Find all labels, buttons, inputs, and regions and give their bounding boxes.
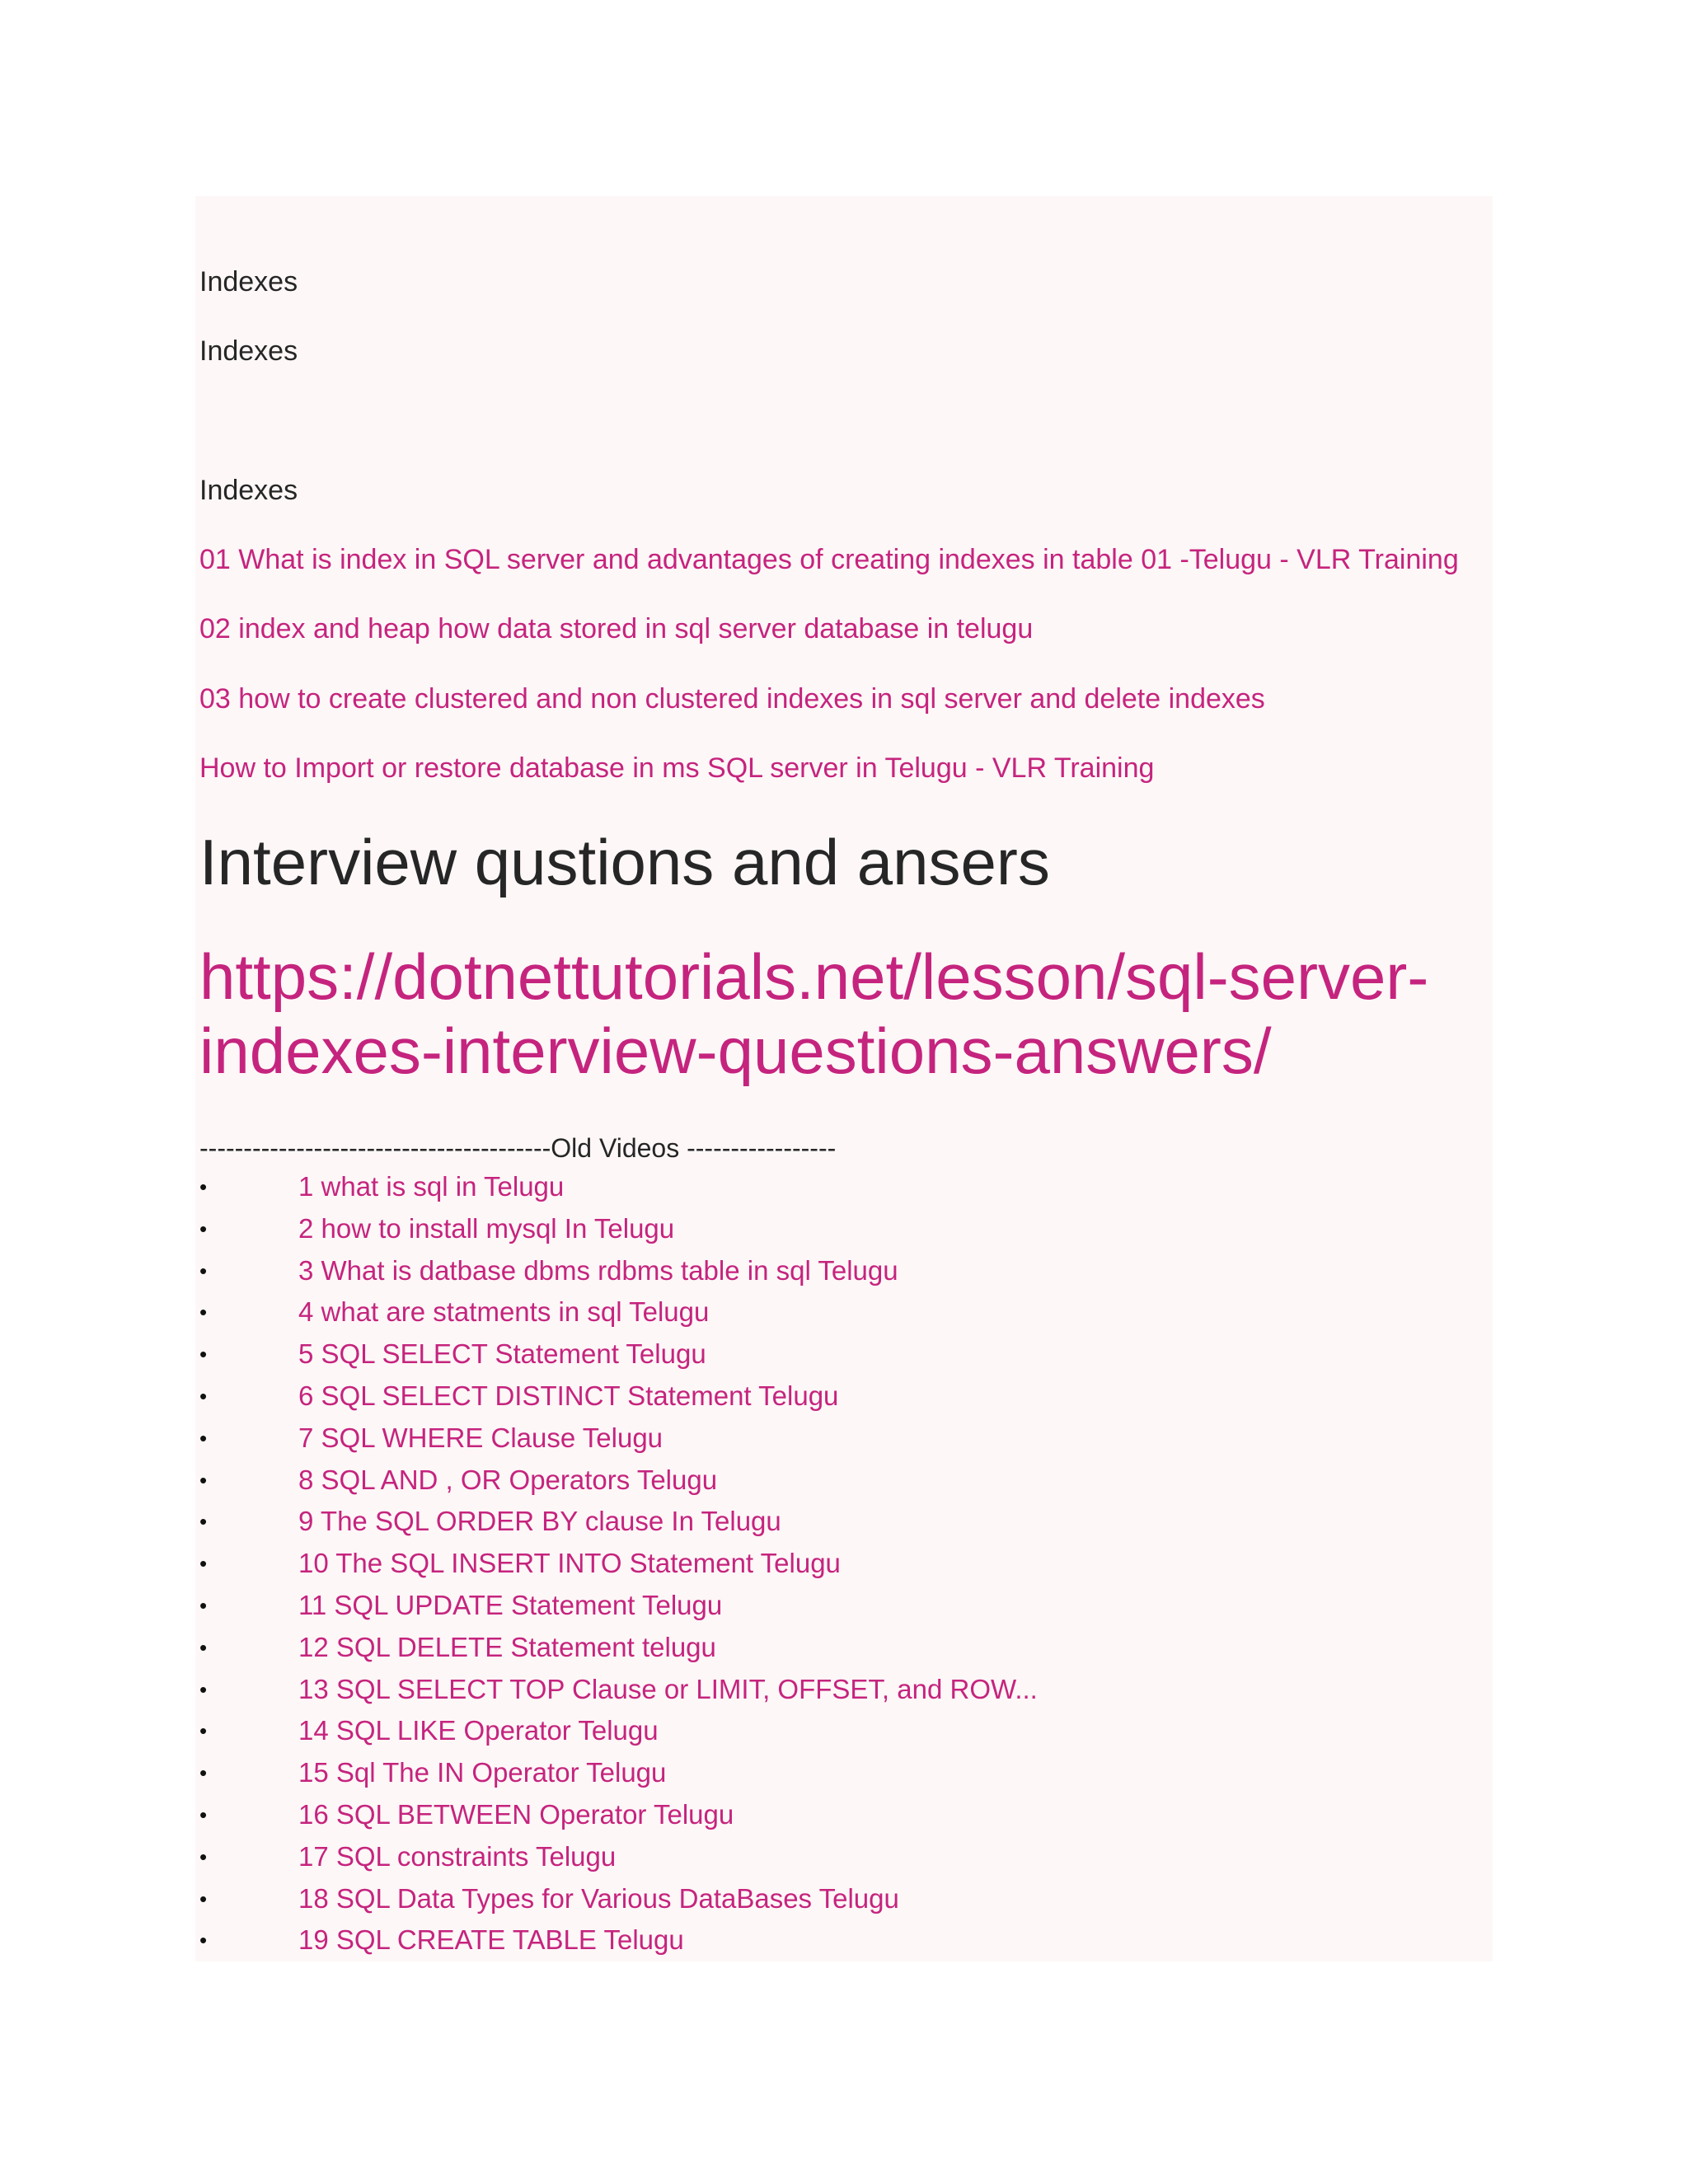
bullet-icon: • [199,1174,208,1199]
index-video-link-02[interactable]: 02 index and heap how data stored in sql server database in telugu [199,613,1034,644]
url-line-2: indexes-interview-questions-answers/ [199,1015,1272,1087]
section-label-indexes: Indexes [199,266,298,298]
bullet-icon: • [199,1760,208,1786]
old-video-link[interactable]: 12 SQL DELETE Statement telugu [298,1631,716,1662]
old-video-link[interactable]: 11 SQL UPDATE Statement Telugu [298,1589,723,1620]
old-video-link[interactable]: 10 The SQL INSERT INTO Statement Telugu [298,1548,841,1579]
bullet-icon: • [199,1383,208,1408]
bullet-icon: • [199,1592,208,1618]
bullet-icon: • [199,1718,208,1744]
old-video-link[interactable]: 1 what is sql in Telugu [298,1171,565,1202]
bullet-icon: • [199,1551,208,1577]
old-video-link[interactable]: 2 how to install mysql In Telugu [298,1212,675,1244]
old-video-link[interactable]: 18 SQL Data Types for Various DataBases Telugu [298,1882,899,1914]
bullet-icon: • [199,1634,208,1660]
old-video-link[interactable]: 19 SQL CREATE TABLE Telugu [298,1924,684,1956]
old-video-link[interactable]: 3 What is datbase dbms rdbms table in sql Telugu [298,1254,898,1286]
bullet-icon: • [199,1216,208,1241]
old-video-link[interactable]: 8 SQL AND , OR Operators Telugu [298,1464,718,1495]
bullet-icon: • [199,1342,208,1367]
bullet-icon: • [199,1802,208,1827]
bullet-icon: • [199,1676,208,1702]
old-video-link[interactable]: 13 SQL SELECT TOP Clause or LIMIT, OFFSET, and ROW... [298,1673,1038,1704]
bullet-icon: • [199,1886,208,1911]
bullet-icon: • [199,1844,208,1869]
old-video-link[interactable]: 6 SQL SELECT DISTINCT Statement Telugu [298,1380,839,1411]
old-videos-separator: ----------------------------------------Old Videos ----------------- [199,1133,837,1163]
old-video-link[interactable]: 7 SQL WHERE Clause Telugu [298,1422,663,1453]
old-video-link[interactable]: 5 SQL SELECT Statement Telugu [298,1338,706,1370]
index-video-link-03[interactable]: 03 how to create clustered and non clustered indexes in sql server and delete indexes [199,683,1265,715]
bullet-icon: • [199,1258,208,1283]
section-label-indexes: Indexes [199,335,298,367]
bullet-icon: • [199,1467,208,1493]
interview-heading: Interview qustions and ansers [199,826,1050,898]
interview-questions-url-link[interactable] [199,940,1485,1088]
old-video-link[interactable]: 4 what are statments in sql Telugu [298,1296,710,1328]
old-video-link[interactable]: 17 SQL constraints Telugu [298,1840,617,1872]
old-video-link[interactable]: 16 SQL BETWEEN Operator Telugu [298,1798,734,1830]
bullet-icon: • [199,1425,208,1451]
restore-database-video-link[interactable]: How to Import or restore database in ms SQL server in Telugu - VLR Training [199,752,1155,784]
section-label-indexes: Indexes [199,475,298,506]
bullet-icon: • [199,1300,208,1325]
old-video-link[interactable]: 14 SQL LIKE Operator Telugu [298,1715,659,1746]
old-video-link[interactable]: 15 Sql The IN Operator Telugu [298,1757,667,1788]
old-video-link[interactable]: 9 The SQL ORDER BY clause In Telugu [298,1506,781,1537]
url-line-1: https://dotnettutorials.net/lesson/sql-server- [199,940,1429,1013]
index-video-link-01[interactable]: 01 What is index in SQL server and advantages of creating indexes in table 01 -Telugu - VLR Training [199,544,1459,575]
bullet-icon: • [199,1509,208,1535]
bullet-icon: • [199,1928,208,1953]
